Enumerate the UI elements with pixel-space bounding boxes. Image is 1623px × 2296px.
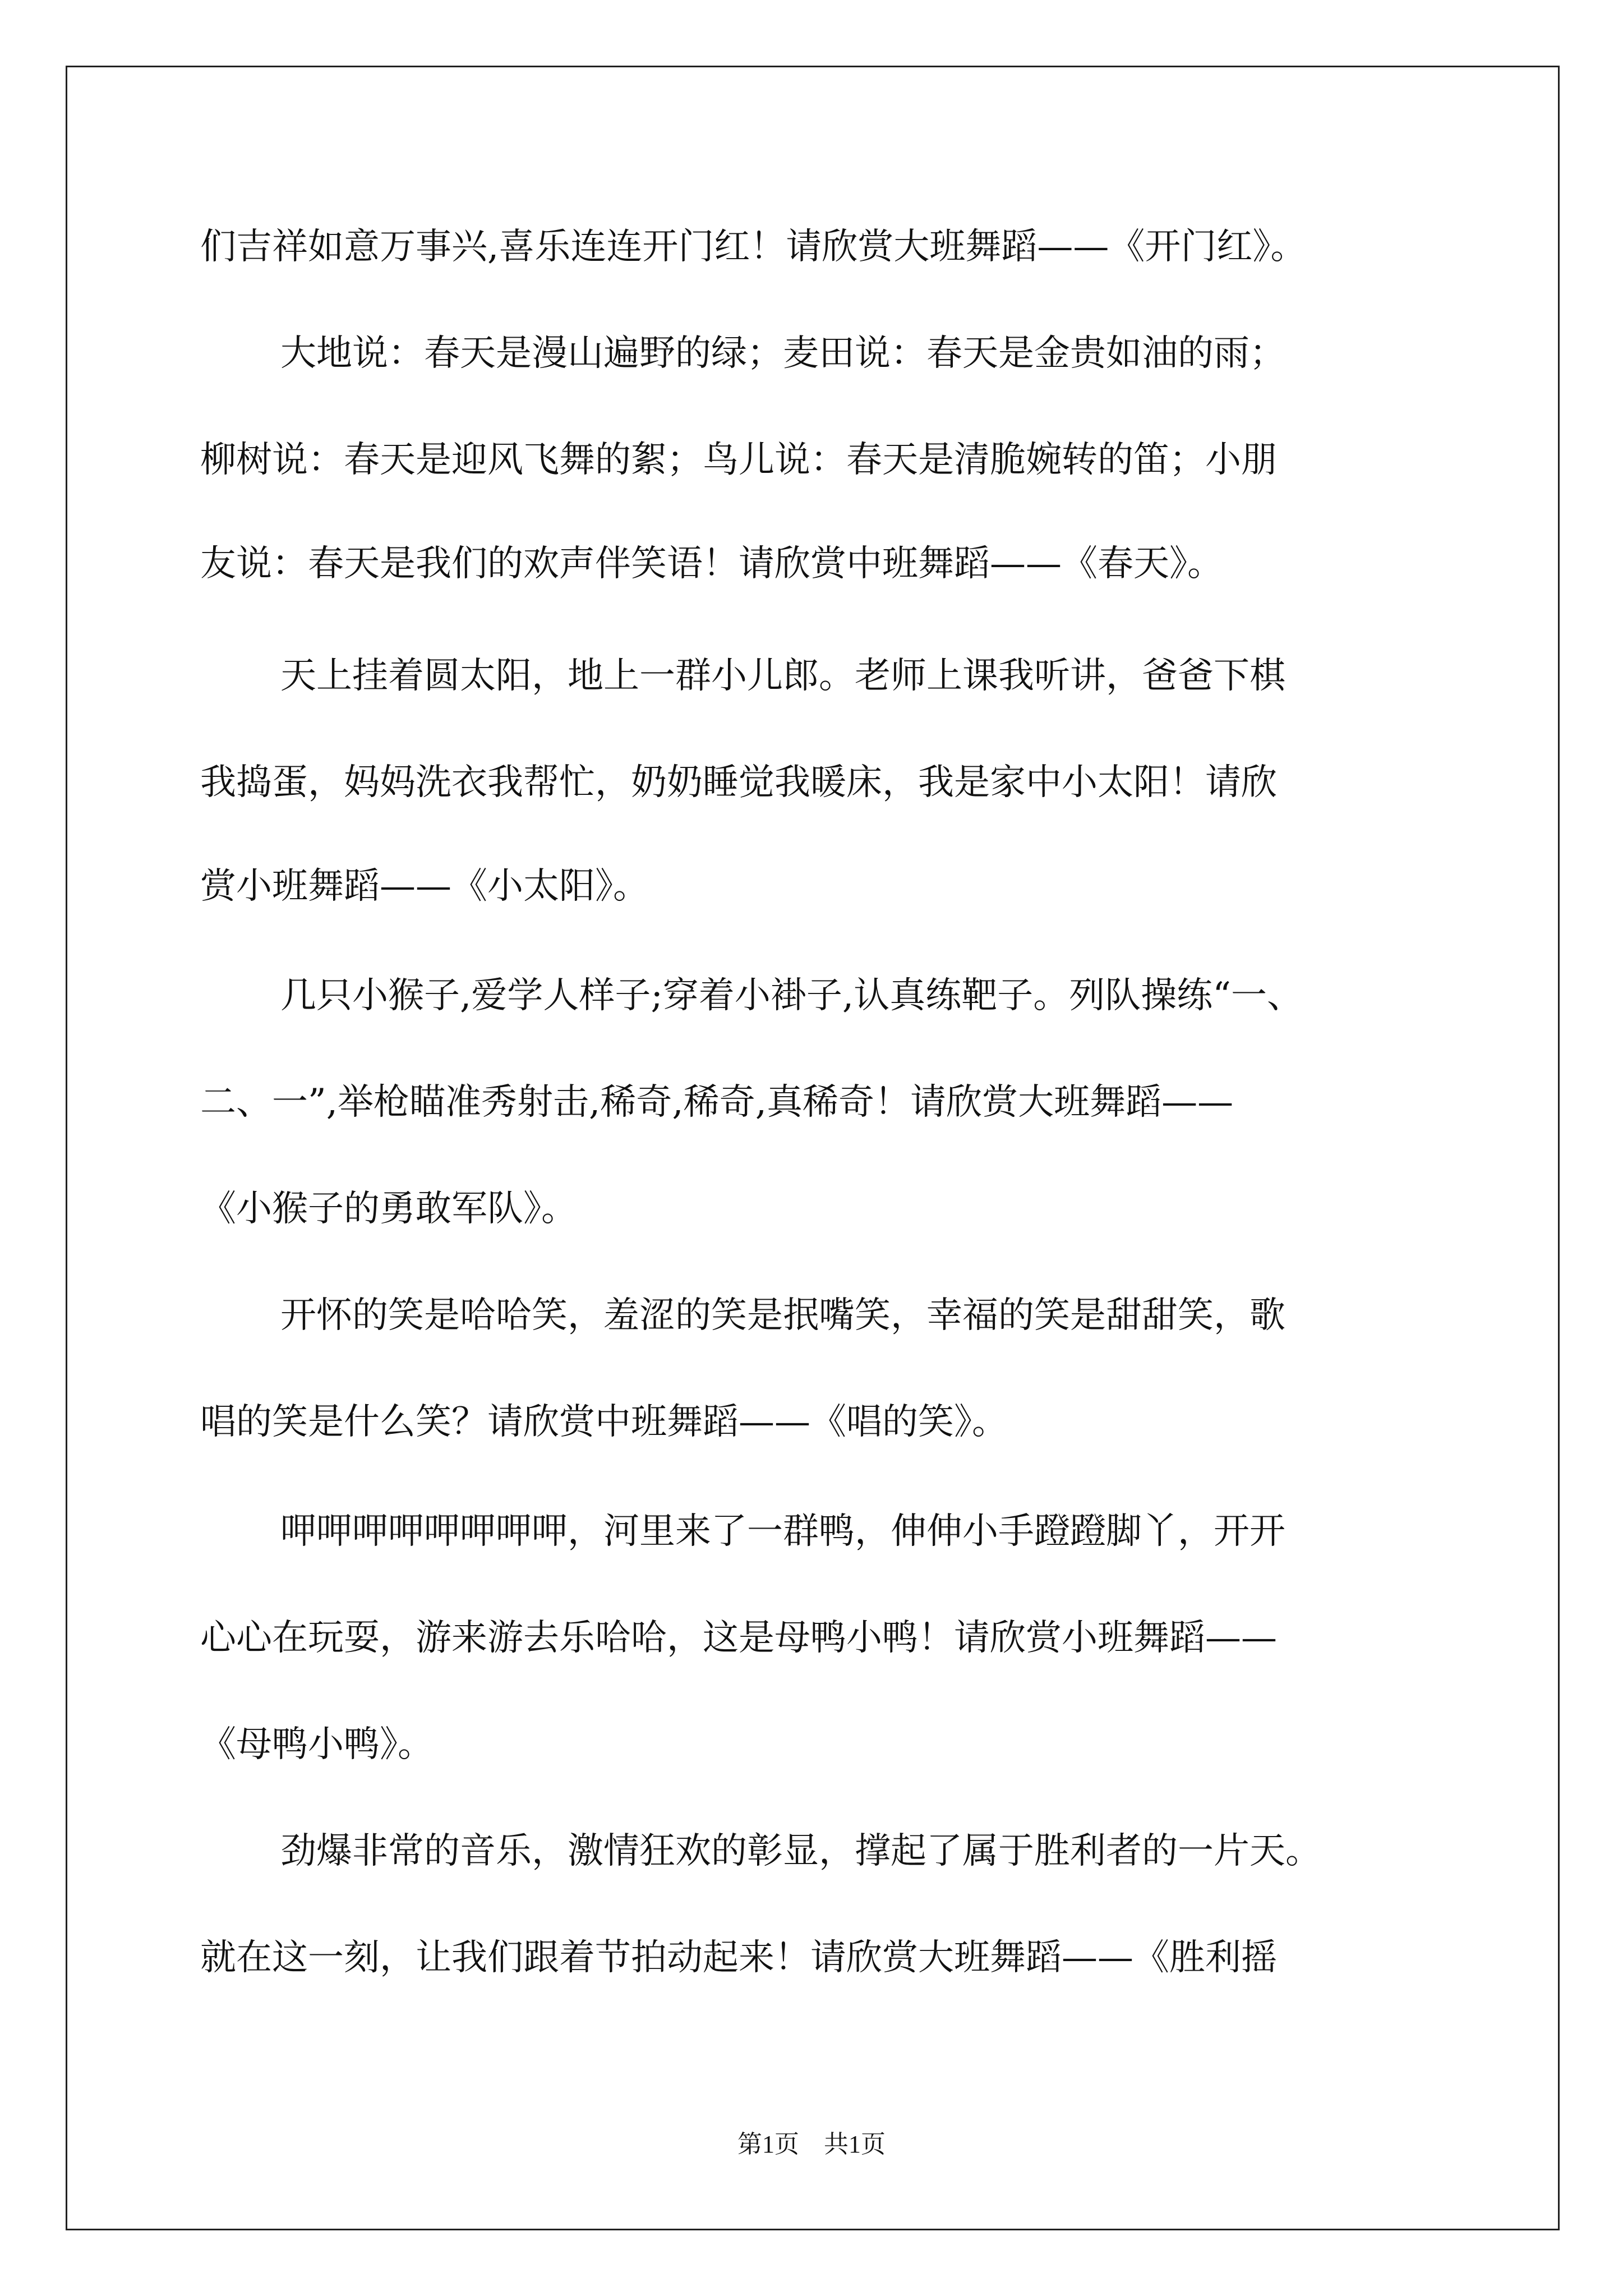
paragraph-start-line: 几只小猴子,爱学人样子;穿着小褂子,认真练靶子。列队操练“一、 bbox=[280, 975, 1303, 1016]
text-line: 们吉祥如意万事兴,喜乐连连开门红！请欣赏大班舞蹈——《开门红》。 bbox=[200, 226, 1307, 268]
paragraph-start-line: 大地说：春天是漫山遍野的绿；麦田说：春天是金贵如油的雨； bbox=[280, 333, 1285, 374]
text-line: 二、一”,举枪瞄准秀射击,稀奇,稀奇,真稀奇！请欣赏大班舞蹈—— bbox=[200, 1082, 1234, 1123]
text-line: 我捣蛋，妈妈洗衣我帮忙，奶奶睡觉我暖床，我是家中小太阳！请欣 bbox=[200, 762, 1277, 803]
paragraph-start-line: 呷呷呷呷呷呷呷呷，河里来了一群鸭，伸伸小手蹬蹬脚丫，开开 bbox=[280, 1511, 1285, 1552]
text-line: 友说：春天是我们的欢声伴笑语！请欣赏中班舞蹈——《春天》。 bbox=[200, 543, 1223, 585]
page-border bbox=[66, 66, 1560, 2230]
paragraph-start-line: 劲爆非常的音乐，激情狂欢的彰显，撑起了属于胜利者的一片天。 bbox=[280, 1830, 1321, 1872]
text-line: 《小猴子的勇敢军队》。 bbox=[200, 1188, 577, 1230]
text-line: 赏小班舞蹈——《小太阳》。 bbox=[200, 866, 649, 907]
text-line: 心心在玩耍，游来游去乐哈哈，这是母鸭小鸭！请欣赏小班舞蹈—— bbox=[200, 1617, 1277, 1659]
page-number-footer: 第1页 共1页 bbox=[737, 2131, 886, 2158]
text-line: 柳树说：春天是迎风飞舞的絮；鸟儿说：春天是清脆婉转的笛；小朋 bbox=[200, 439, 1277, 481]
paragraph-start-line: 开怀的笑是哈哈笑，羞涩的笑是抿嘴笑，幸福的笑是甜甜笑，歌 bbox=[280, 1295, 1285, 1336]
text-line: 唱的笑是什么笑？请欣赏中班舞蹈——《唱的笑》。 bbox=[200, 1401, 1008, 1443]
text-line: 《母鸭小鸭》。 bbox=[200, 1724, 434, 1765]
paragraph-start-line: 天上挂着圆太阳，地上一群小儿郎。老师上课我听讲，爸爸下棋 bbox=[280, 655, 1285, 697]
text-line: 就在这一刻，让我们跟着节拍动起来！请欣赏大班舞蹈——《胜利摇 bbox=[200, 1937, 1277, 1978]
